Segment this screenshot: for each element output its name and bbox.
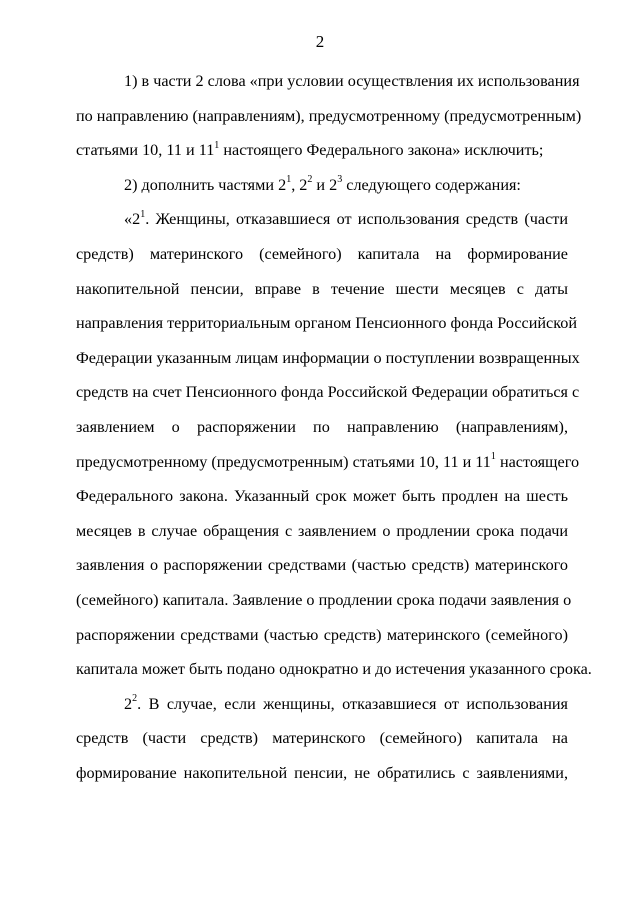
part-21-line-13: распоряжении средствами (частью средств) материнского (семейного) (76, 625, 568, 644)
part-22-line-2: средств (части средств) материнского (семейного) капитала на (76, 729, 568, 748)
part-21-line-1-superscript: 1 (140, 208, 146, 220)
part-21-line-10: месяцев в случае обращения с заявлением о продлении срока подачи (76, 521, 568, 540)
part-21-line-14: капитала может быть подано однократно и до истечения указанного срока. (76, 660, 592, 679)
part-21-line-1-text-b: . Женщины, отказавшиеся от использования средств (части (145, 210, 568, 229)
part-21-line-8-text-a: предусмотренному (предусмотренным) статьями 10, 11 и 11 (76, 452, 491, 471)
part-21-line-8-superscript: 1 (490, 451, 496, 463)
item-2-text-c: и 2 (312, 175, 338, 194)
item-1-line-2: по направлению (направлениям), предусмотренному (предусмотренным) (76, 106, 582, 125)
page-number: 2 (315, 32, 325, 51)
part-21-line-8 (76, 445, 580, 480)
item-1-line-3-text-a: статьями 10, 11 и 11 (76, 141, 215, 160)
item-1-line-1: 1) в части 2 слова «при условии осуществления их использования (124, 72, 580, 90)
part-21-line-5: Федерации указанным лицам информации о поступлении возвращенных (76, 348, 580, 367)
item-2-text-a: 2) дополнить частями 2 (124, 175, 287, 194)
document-body (76, 64, 592, 790)
part-21-line-6: средств на счет Пенсионного фонда Российской Федерации обратиться с (76, 383, 580, 402)
part-22-line-1-superscript: 2 (132, 693, 138, 705)
part-22-line-1 (76, 687, 568, 722)
part-21-line-7: заявлением о распоряжении по направлению (направлениям), (76, 417, 568, 436)
item-2-text-d: следующего содержания: (342, 175, 521, 194)
part-22-line-1-text-a: 2 (124, 694, 133, 713)
item-1-line-3-text-b: настоящего Федерального закона» исключить; (219, 141, 544, 160)
part-21-line-4: направления территориальным органом Пенсионного фонда Российской (76, 314, 578, 333)
item-1-line-3-superscript: 1 (214, 139, 220, 151)
item-2-superscript-3: 3 (337, 174, 343, 186)
part-21-line-11: заявления о распоряжении средствами (частью средств) материнского (76, 556, 568, 575)
part-21-line-1-text-a: «2 (124, 210, 141, 229)
part-21-line-1 (76, 202, 568, 237)
item-2-superscript-2: 2 (307, 174, 313, 186)
part-22-line-1-text-b: . В случае, если женщины, отказавшиеся от использования (137, 694, 568, 713)
item-2-superscript-1: 1 (286, 174, 292, 186)
part-22-line-3: формирование накопительной пенсии, не обратились с заявлениями, (76, 763, 568, 782)
item-2-text-b: , 2 (291, 175, 308, 194)
part-21-line-12: (семейного) капитала. Заявление о продлении срока подачи заявления о (76, 590, 572, 609)
part-21-line-3: накопительной пенсии, вправе в течение шести месяцев с даты (76, 279, 568, 298)
item-1-line-3 (76, 133, 568, 168)
part-21-line-9: Федерального закона. Указанный срок может быть продлен на шесть (76, 487, 568, 506)
part-21-line-2: средств) материнского (семейного) капитала на формирование (76, 244, 568, 263)
item-2-line (76, 168, 568, 203)
part-21-line-8-text-b: настоящего (495, 452, 580, 471)
